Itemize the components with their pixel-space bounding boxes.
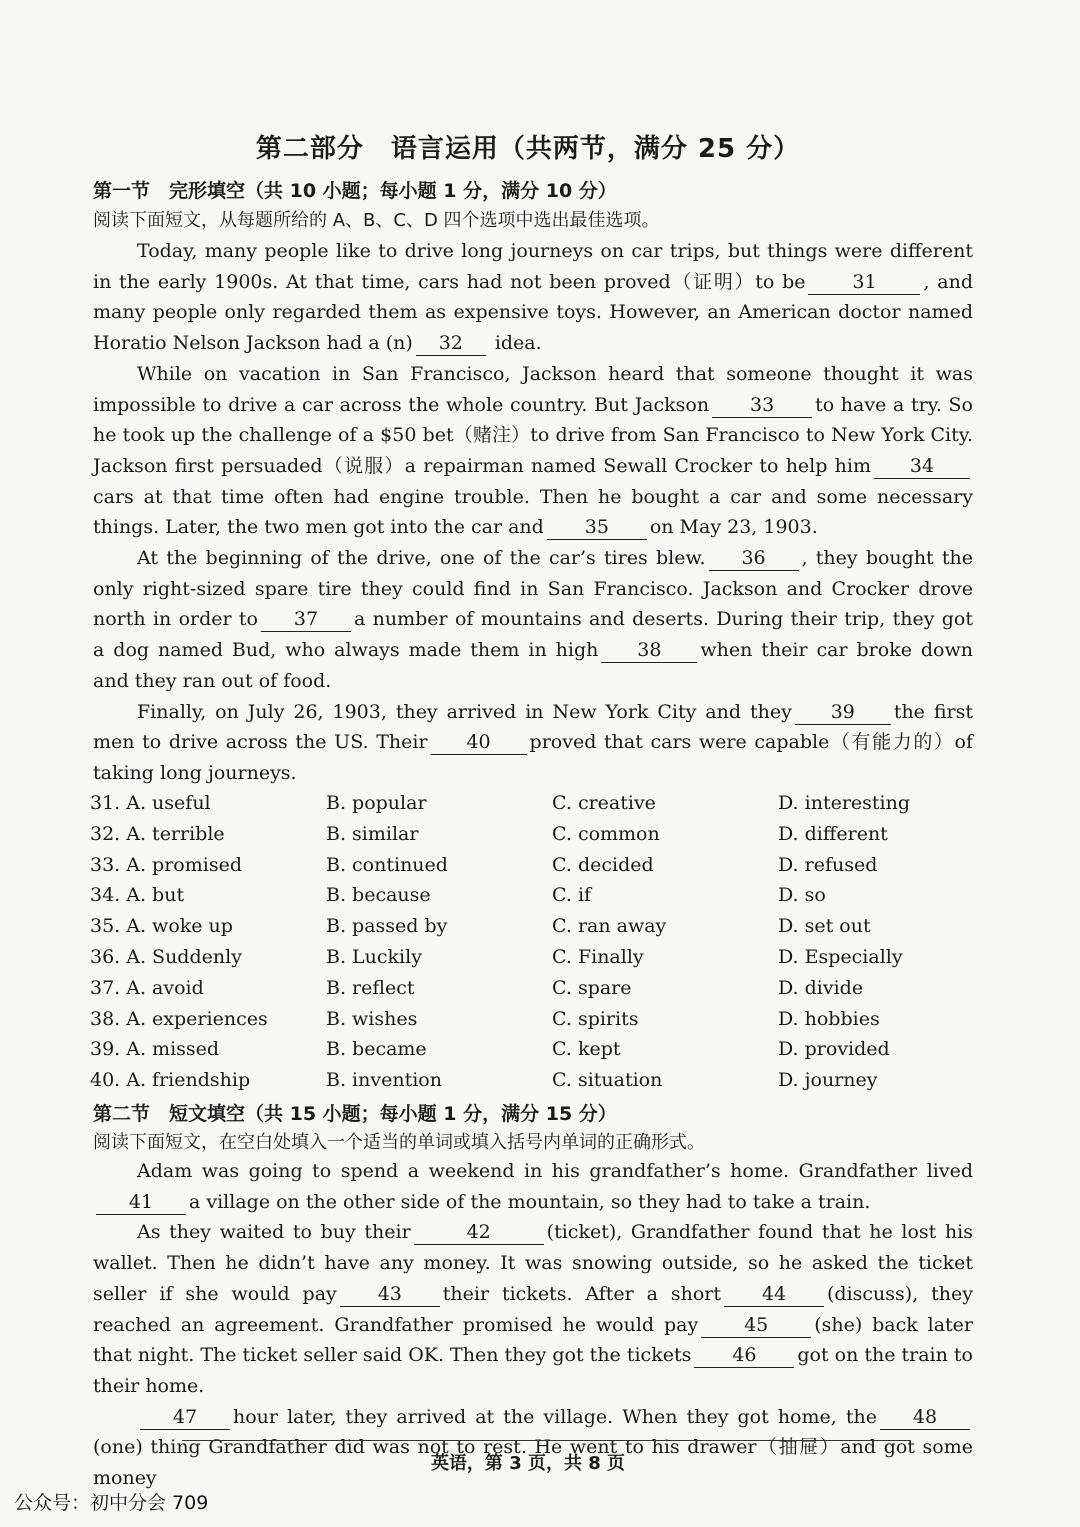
option-a: 37. A. avoid bbox=[90, 976, 204, 999]
option-b: B. Luckily bbox=[326, 945, 422, 968]
option-row bbox=[90, 1065, 990, 1096]
blank-36: 36 bbox=[709, 546, 799, 571]
blank-33: 33 bbox=[712, 393, 812, 418]
cloze-options bbox=[90, 788, 990, 1096]
option-d: D. different bbox=[778, 822, 888, 845]
blank-31: 31 bbox=[808, 270, 920, 295]
cloze-passage bbox=[93, 236, 973, 789]
blank-45: 45 bbox=[701, 1313, 811, 1338]
option-b: B. wishes bbox=[326, 1007, 418, 1030]
option-row bbox=[90, 1034, 990, 1065]
option-c: C. spirits bbox=[552, 1007, 639, 1030]
cloze-paragraph-1: Today, many people like to drive long journeys on car trips, but things were different in the early 1900s. At that time, cars had not been proved（证明）to be 31 , and many people only regarded them as expensive toys. However, an American doctor named Horatio Nelson Jackson had a (n) 32 idea. bbox=[93, 240, 973, 355]
blank-44: 44 bbox=[724, 1282, 824, 1307]
option-a: 36. A. Suddenly bbox=[90, 945, 242, 968]
blank-37: 37 bbox=[261, 607, 351, 632]
option-b: B. invention bbox=[326, 1069, 442, 1092]
cloze-paragraph-4: Finally, on July 26, 1903, they arrived in New York City and they 39 the first men to drive across the US. Their 40 proved that cars were capable（有能力的）of taking long journeys. bbox=[93, 700, 974, 784]
option-row bbox=[90, 819, 990, 850]
watermark-text: 公众号：初中分会 709 bbox=[14, 1492, 209, 1514]
fill-in-passage bbox=[93, 1156, 973, 1494]
option-a: 35. A. woke up bbox=[90, 915, 233, 938]
option-a: 40. A. friendship bbox=[90, 1069, 251, 1092]
option-d: D. provided bbox=[778, 1038, 890, 1061]
option-b: B. popular bbox=[326, 792, 427, 814]
section1-title: 第一节 完形填空（共 10 小题；每小题 1 分，满分 10 分） bbox=[93, 180, 617, 202]
option-row bbox=[90, 1004, 990, 1035]
option-d: D. so bbox=[778, 884, 826, 907]
section2-title: 第二节 短文填空（共 15 小题；每小题 1 分，满分 15 分） bbox=[93, 1103, 617, 1125]
option-a: 32. A. terrible bbox=[90, 822, 225, 845]
option-a: 34. A. but bbox=[90, 884, 185, 907]
option-d: D. journey bbox=[778, 1069, 878, 1092]
option-c: C. situation bbox=[552, 1069, 663, 1092]
fill-paragraph-1: Adam was going to spend a weekend in his grandfather’s home. Grandfather lived41 a village on the other side of the mountain, so they had to take a train. bbox=[93, 1156, 973, 1217]
option-row bbox=[90, 850, 990, 881]
option-a: 39. A. missed bbox=[90, 1038, 220, 1061]
blank-34: 34 bbox=[874, 454, 970, 479]
option-row bbox=[90, 942, 990, 973]
section2-instruction: 阅读下面短文，在空白处填入一个适当的单词或填入括号内单词的正确形式。 bbox=[93, 1132, 705, 1153]
option-b: B. passed by bbox=[326, 915, 448, 938]
option-row bbox=[90, 973, 990, 1004]
option-c: C. ran away bbox=[552, 915, 667, 938]
part-title: 第二部分 语言运用（共两节，满分 25 分） bbox=[255, 134, 801, 164]
blank-48: 48 bbox=[880, 1405, 970, 1430]
option-b: B. similar bbox=[326, 822, 419, 845]
section1-instruction: 阅读下面短文，从每题所给的 A、B、C、D 四个选项中选出最佳选项。 bbox=[93, 210, 660, 231]
option-c: C. creative bbox=[552, 792, 656, 814]
blank-39: 39 bbox=[795, 700, 891, 725]
fill-paragraph-2: As they waited to buy their 42 (ticket), Grandfather found that he lost his wallet. Then he didn’t have any money. It was snowing outside, so he asked the ticket seller if she would pay 43 their tickets. After a short 44 (discuss), they reached an agreement. Grandfather promised he would pay 45 (she) back later that night. The ticket seller said OK. Then they got the tickets 46 got on the train to their home. bbox=[93, 1221, 973, 1397]
blank-38: 38 bbox=[601, 638, 697, 663]
blank-32: 32 bbox=[416, 331, 486, 356]
option-b: B. reflect bbox=[326, 976, 415, 999]
fill-paragraph-3: 47 hour later, they arrived at the village. When they got home, the 48(one) thing Grandfather did was not to rest. He went to his drawer（抽屉）and got some money bbox=[93, 1405, 973, 1490]
option-a: 31. A. useful bbox=[90, 792, 211, 814]
option-b: B. continued bbox=[326, 853, 448, 876]
blank-40: 40 bbox=[431, 730, 527, 755]
cloze-paragraph-3: At the beginning of the drive, one of the car’s tires blew. 36 , they bought the only right-sized spare tire they could find in San Francisco. Jackson and Crocker drove north in order to 37 a number of mountains and deserts. During their trip, they got a dog named Bud, who always made them in high 38 when their car broke down and they ran out of food. bbox=[93, 547, 974, 692]
option-c: C. common bbox=[552, 822, 660, 845]
option-row bbox=[90, 880, 990, 911]
blank-41: 41 bbox=[96, 1190, 186, 1215]
option-c: C. Finally bbox=[552, 945, 644, 968]
blank-42: 42 bbox=[414, 1220, 544, 1245]
option-c: C. decided bbox=[552, 853, 654, 876]
blank-43: 43 bbox=[340, 1282, 440, 1307]
option-c: C. if bbox=[552, 884, 592, 907]
cloze-paragraph-2: While on vacation in San Francisco, Jackson heard that someone thought it was impossible to drive a car across the whole country. But Jackson 33 to have a try. So he took up the challenge of a $50 bet（赌注）to drive from San Francisco to New York City. Jackson first persuaded（说服）a repairman named Sewall Crocker to help him 34cars at that time often had engine trouble. Then he bought a car and some necessary things. Later, the two men got into the car and 35 on May 23, 1903. bbox=[93, 362, 973, 539]
option-a: 33. A. promised bbox=[90, 853, 242, 876]
option-c: C. spare bbox=[552, 976, 632, 999]
option-d: D. divide bbox=[778, 976, 864, 999]
blank-47: 47 bbox=[140, 1405, 230, 1430]
option-d: D. Especially bbox=[778, 945, 903, 968]
blank-46: 46 bbox=[694, 1343, 794, 1368]
option-row bbox=[90, 911, 990, 942]
footer-divider bbox=[182, 1440, 910, 1441]
option-row bbox=[90, 788, 990, 819]
option-d: D. refused bbox=[778, 853, 878, 876]
option-d: D. set out bbox=[778, 915, 871, 938]
option-d: D. hobbies bbox=[778, 1007, 880, 1030]
option-b: B. because bbox=[326, 884, 431, 907]
option-d: D. interesting bbox=[778, 792, 911, 814]
option-b: B. became bbox=[326, 1038, 427, 1061]
page-footer: 英语，第 3 页，共 8 页 bbox=[430, 1453, 626, 1474]
option-a: 38. A. experiences bbox=[90, 1007, 268, 1030]
blank-35: 35 bbox=[547, 515, 647, 540]
option-c: C. kept bbox=[552, 1038, 621, 1061]
